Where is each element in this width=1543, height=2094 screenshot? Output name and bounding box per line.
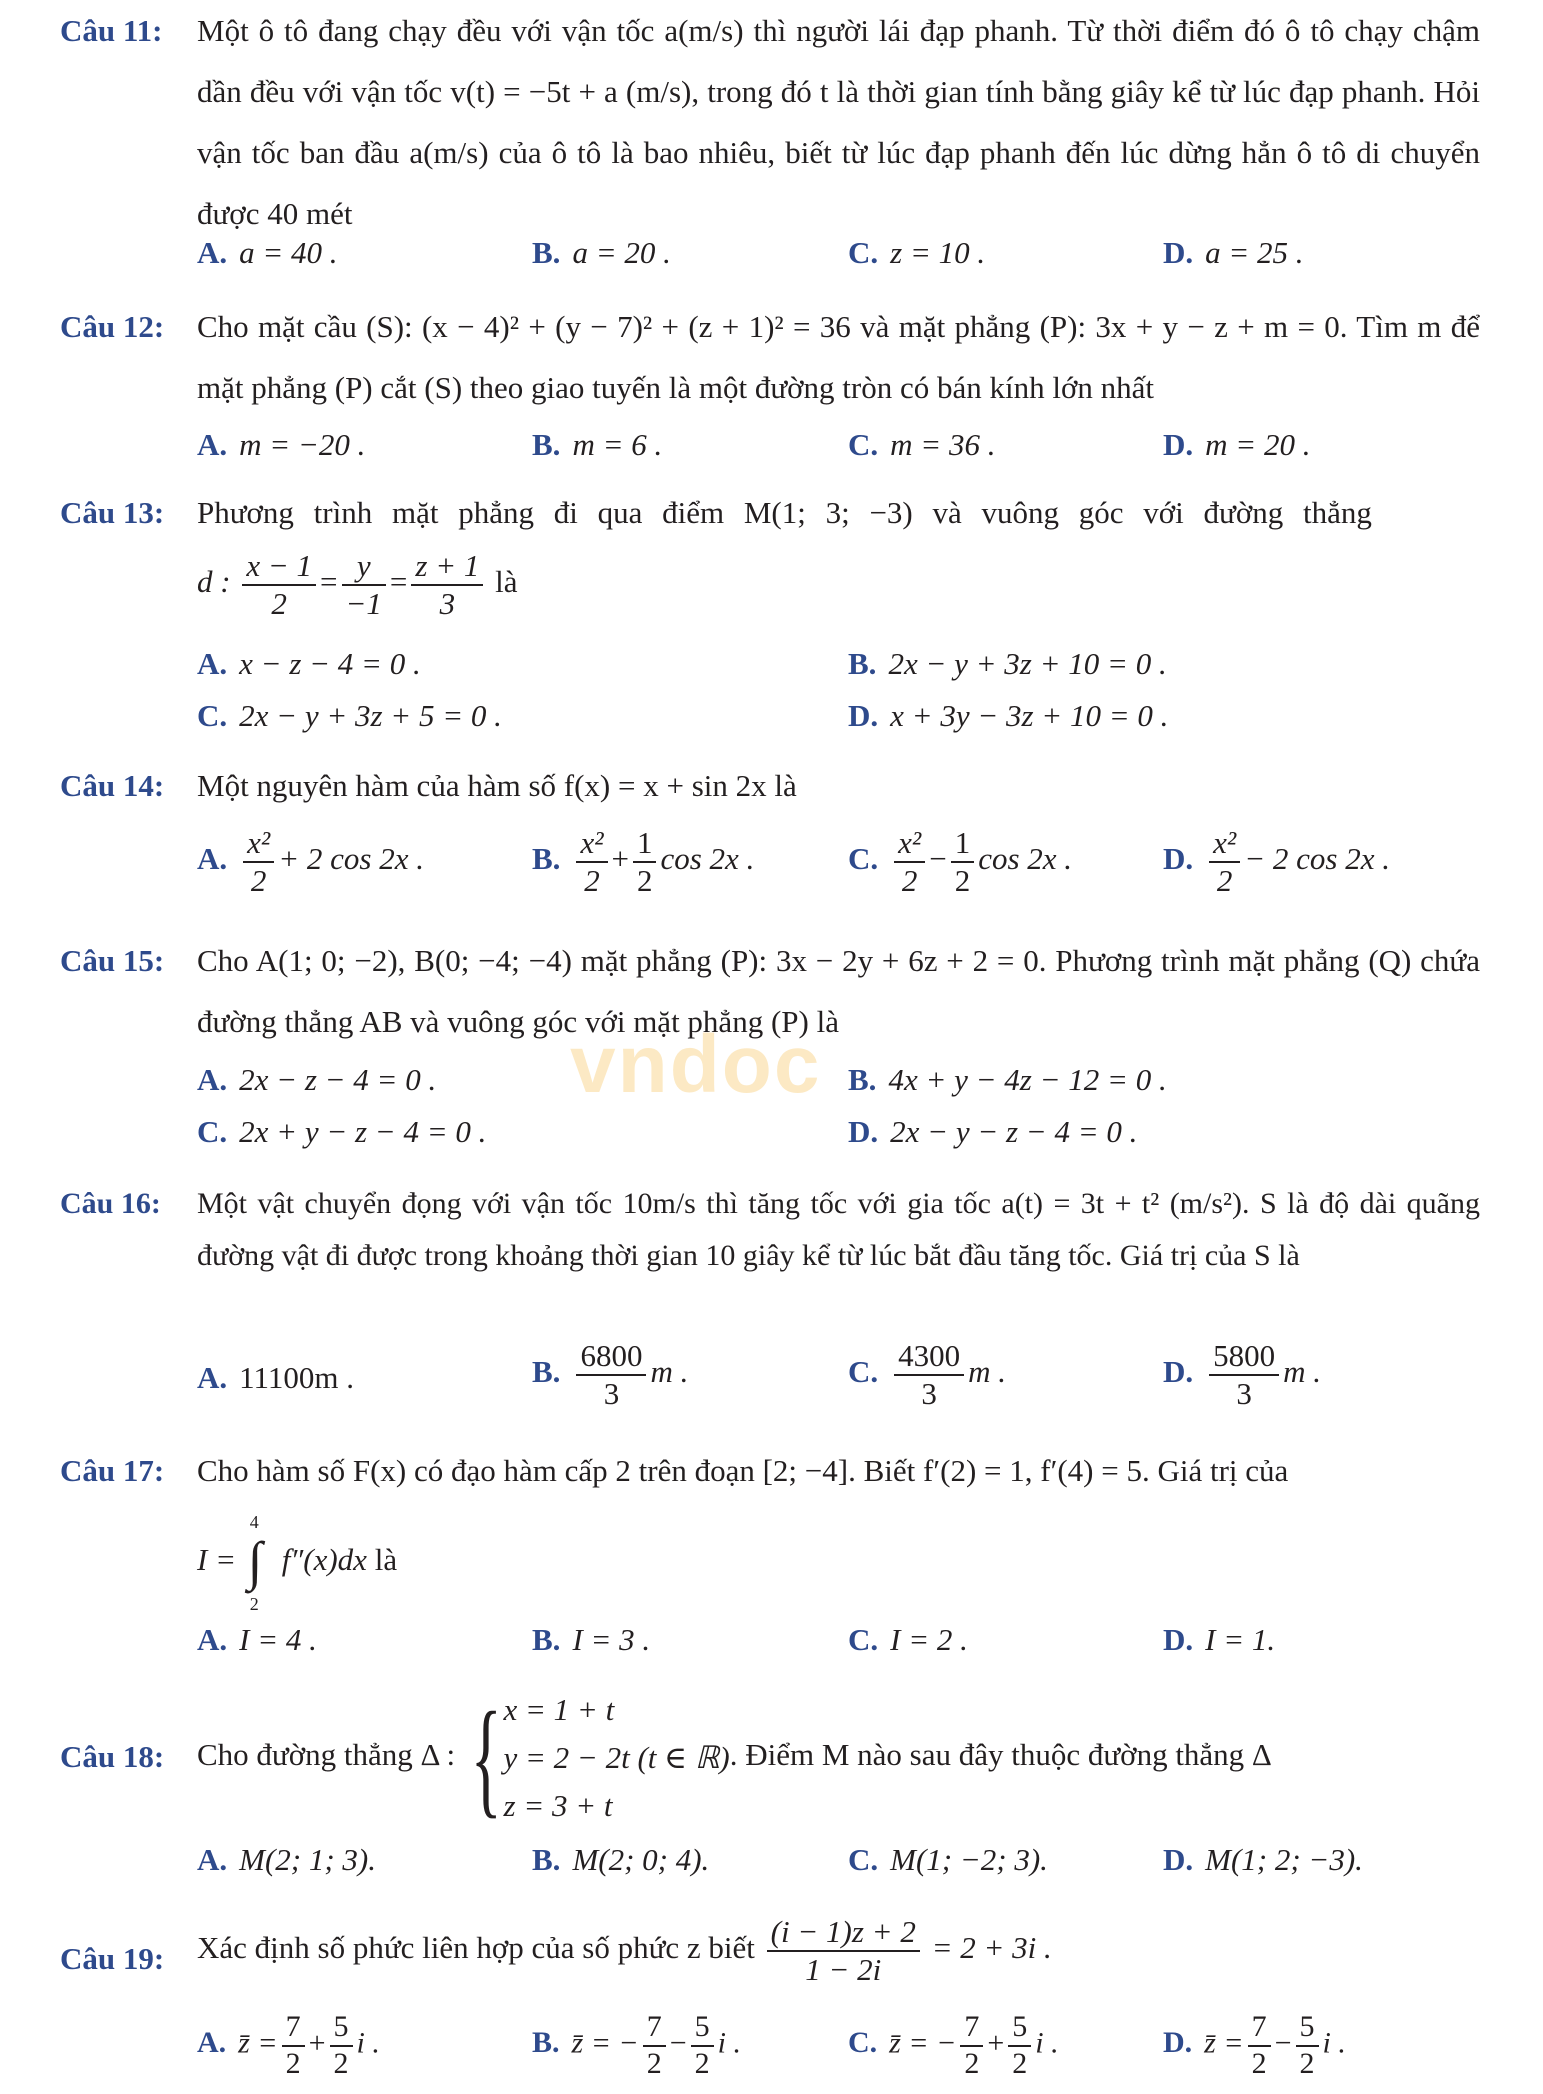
integral-suffix: là [374,1542,398,1577]
option-text: M(2; 0; 4). [572,1842,710,1877]
option-operator: − [929,840,947,876]
option-text: a = 25 . [1205,235,1304,270]
fraction-denominator: 2 [271,585,287,621]
question-suffix: . Điểm M nào sau đây thuộc đường thẳng Δ [729,1737,1272,1772]
option-a[interactable] [197,222,338,283]
watermark-logo: vndoc [570,1019,822,1110]
fraction [1296,2010,1319,2081]
fraction-denominator: 2 [285,2046,301,2080]
option-text: m . [968,1353,1007,1389]
option-letter: C. [848,840,879,876]
question-18 [60,1680,1480,1880]
option-letter: C. [848,1353,879,1389]
fraction-numerator: y [342,548,386,586]
system-row: y = 2 − 2t (t ∈ ℝ) [503,1739,730,1775]
fraction-denominator: 3 [439,585,456,621]
fraction-denominator: −1 [345,585,382,621]
option-b[interactable] [532,414,662,475]
integral-upper-limit: 4 [249,1511,259,1532]
option-letter: B. [848,646,877,681]
option-letter: A. [197,1622,228,1657]
system-brace: { [470,1685,502,1830]
option-text: i . [1322,2026,1346,2060]
question-text: Cho hàm số F(x) có đạo hàm cấp 2 trên đoạn [2; −4]. Biết f′(2) = 1, f′(4) = 5. Giá trị của [197,1453,1289,1488]
option-letter: B. [532,1353,561,1389]
option-a[interactable] [197,414,365,475]
fraction-numerator: 5 [691,2010,714,2047]
question-text: Phương trình mặt phẳng đi qua điểm M(1; 3; −3) và vuông góc với đường thẳng [197,495,1372,530]
option-b[interactable] [532,222,671,283]
option-letter: A. [197,2026,227,2060]
fraction [330,2010,353,2081]
option-text: i . [356,2026,380,2060]
option-text: x − z − 4 = 0 . [239,646,421,681]
option-letter: D. [1163,1842,1194,1877]
option-b[interactable] [532,1338,688,1411]
fraction-numerator: 1 [633,825,657,863]
question-text: Một nguyên hàm của hàm số f(x) = x + sin 2x là [197,768,797,803]
fraction-numerator: x − 1 [242,548,316,586]
option-text: 4x + y − 4z − 12 = 0 . [888,1062,1167,1097]
option-a[interactable] [197,1840,376,1880]
equation-suffix: là [495,563,518,599]
option-letter: D. [1163,1622,1194,1657]
equation-prefix: d : [197,563,231,599]
question-text: Một vật chuyển đọng với vận tốc 10m/s thì tăng tốc với gia tốc a(t) = 3t + t² (m/s²). S là độ dài quãng đường vật đi được trong khoảng thời gian 10 giây kể từ lúc bắt đầu tăng tốc. Giá trị của S là [197,1187,1480,1272]
option-text: m . [1283,1353,1322,1389]
option-letter: B. [532,840,561,876]
option-d[interactable] [1163,414,1310,475]
option-letter: D. [1163,840,1194,876]
option-operator: + [308,2026,326,2060]
option-letter: A. [197,235,228,270]
option-text: 2x − y − z − 4 = 0 . [890,1114,1138,1149]
fraction-denominator: 3 [603,1375,620,1411]
option-c[interactable] [848,825,1072,898]
question-text: Cho A(1; 0; −2), B(0; −4; −4) mặt phẳng (P): 3x − 2y + 6z + 2 = 0. Phương trình mặt phẳng (Q) chứa đường thẳng AB và vuông góc với mặt phẳng (P) là [197,943,1480,1039]
question-label: Câu 19: [60,1941,165,1976]
question-label: Câu 18: [60,1739,165,1774]
option-text: cos 2x . [660,840,755,876]
option-letter: A. [197,427,228,462]
fraction [1209,1338,1279,1411]
option-letter: D. [1163,235,1194,270]
option-c[interactable] [848,1840,1048,1880]
option-text: I = 2 . [890,1622,968,1657]
fraction [1248,2010,1271,2081]
fraction-denominator: 2 [1216,862,1233,898]
question-text: Một ô tô đang chạy đều với vận tốc a(m/s) thì người lái đạp phanh. Từ thời điểm đó ô tô chạy chậm dần đều với vận tốc v(t) = −5t + a (m/s), trong đó t là thời gian tính bằng giây kể từ lúc đạp phanh. Hỏi vận tốc ban đầu a(m/s) của ô tô là bao nhiêu, biết từ lúc đạp phanh đến lúc dừng hẳn ô tô di chuyển được 40 mét [197,13,1480,231]
option-b[interactable] [532,1840,709,1880]
fraction-numerator: x² [576,825,607,863]
fraction-numerator: 5 [1296,2010,1319,2047]
option-letter: C. [848,2026,878,2060]
system-row: x = 1 + t [503,1691,615,1727]
option-a[interactable] [197,1358,354,1398]
fraction-numerator: 7 [282,2010,305,2047]
option-letter: D. [1163,2026,1193,2060]
option-b[interactable] [848,644,1167,684]
integral-sign [244,1513,278,1613]
system-row: z = 3 + t [503,1787,613,1823]
option-text: M(1; 2; −3). [1205,1842,1363,1877]
integral-symbol: ∫ [247,1530,263,1591]
option-text: m = −20 . [239,427,366,462]
question-label: Câu 11: [60,13,163,48]
option-letter: D. [1163,427,1194,462]
option-letter: D. [848,1114,879,1149]
integral-lower-limit: 2 [249,1593,259,1614]
fraction-numerator: 5800 [1209,1338,1279,1376]
fraction-denominator: 1 − 2i [805,1951,882,1987]
fraction-denominator: 2 [1012,2046,1028,2080]
option-letter: A. [197,646,228,681]
option-letter: C. [848,235,879,270]
fraction-denominator: 3 [921,1375,937,1411]
fraction [951,825,975,898]
fraction-numerator: 7 [960,2010,983,2047]
question-17 [60,1440,1480,1680]
option-text: − 2 cos 2x . [1244,840,1390,876]
option-a[interactable] [197,2010,380,2081]
option-b[interactable] [532,1620,650,1660]
question-19 [60,1914,1480,2094]
option-b[interactable] [848,1060,1167,1100]
fraction-denominator: 3 [1236,1375,1252,1411]
option-c[interactable] [848,1620,968,1660]
option-letter: B. [532,1842,561,1877]
fraction-denominator: 2 [646,2046,662,2080]
fraction-denominator: 2 [636,862,653,898]
fraction [576,825,607,898]
question-text: Cho mặt cầu (S): (x − 4)² + (y − 7)² + (z + 1)² = 36 và mặt phẳng (P): 3x + y − z + m = 0. Tìm m để mặt phẳng (P) cắt (S) theo giao tuyến là một đường tròn có bán kính lớn nhất [197,309,1480,405]
option-text: m . [650,1353,689,1389]
integral-expression [197,1510,1480,1613]
option-operator: + [611,840,629,876]
fraction [242,548,316,621]
question-prefix: Xác định số phức liên hợp của số phức z biết [197,1929,755,1965]
option-letter: C. [848,427,879,462]
line-equation: d : $\frac{x - 1}{2}$ = $\frac{y}{-1}$ = $\frac{z + 1}{3}$ là [197,548,518,621]
question-text [197,1914,1480,1987]
option-operator: + [987,2026,1005,2060]
fraction [1008,2010,1031,2081]
option-text: m = 6 . [572,427,663,462]
fraction [643,2010,666,2081]
option-letter: A. [197,1360,228,1395]
question-label: Câu 16: [60,1187,161,1220]
option-text: 2x + y − z − 4 = 0 . [239,1114,487,1149]
option-b[interactable] [532,825,754,898]
fraction-numerator: x² [1209,825,1240,863]
fraction-denominator: 2 [333,2046,349,2080]
option-d[interactable] [848,696,1168,736]
question-13 [60,482,1480,742]
option-text: + 2 cos 2x . [278,840,424,876]
fraction [767,1914,920,1987]
question-label: Câu 14: [60,768,165,803]
option-letter: A. [197,1062,228,1097]
fraction-numerator: 5 [330,2010,353,2047]
fraction-numerator: z + 1 [411,548,483,586]
question-prefix: Cho đường thẳng Δ : [197,1737,456,1772]
option-a[interactable] [197,825,424,898]
fraction-denominator: 2 [584,862,600,898]
fraction [1209,825,1240,898]
option-text: M(2; 1; 3). [239,1842,377,1877]
option-text: I = 3 . [572,1622,651,1657]
option-d[interactable] [1163,2010,1346,2081]
option-text: I = 1. [1205,1622,1276,1657]
option-text: 2x − z − 4 = 0 . [239,1062,437,1097]
option-letter: D. [848,698,879,733]
fraction-numerator: 5 [1008,2010,1031,2047]
option-text: i . [717,2026,741,2060]
option-letter: B. [532,235,561,270]
fraction [243,825,274,898]
fraction-denominator: 2 [964,2046,980,2080]
option-d[interactable] [1163,222,1304,283]
option-text: M(1; −2; 3). [890,1842,1048,1877]
option-letter: D. [1163,1353,1194,1389]
question-11 [60,0,1480,270]
fraction-numerator: 1 [951,825,975,863]
question-12 [60,296,1480,476]
option-d[interactable] [1163,1338,1321,1411]
fraction [633,825,657,898]
option-d[interactable] [848,1112,1137,1152]
fraction-denominator: 2 [1299,2046,1315,2080]
fraction [411,548,483,621]
option-lhs: z̄ = [238,2026,278,2060]
option-d[interactable] [1163,825,1390,898]
option-lhs: z̄ = − [889,2026,957,2060]
option-d[interactable] [1163,1620,1275,1660]
fraction-denominator: 2 [954,862,971,898]
option-c[interactable] [848,222,985,283]
integral-body: f″(x)dx [281,1542,367,1577]
option-letter: C. [197,698,228,733]
option-text: i . [1035,2026,1059,2060]
option-letter: B. [532,1622,561,1657]
option-text: 2x − y + 3z + 5 = 0 . [239,698,502,733]
question-label: Câu 15: [60,943,165,978]
option-letter: A. [197,840,228,876]
option-text: x + 3y − 3z + 10 = 0 . [890,698,1169,733]
option-a[interactable] [197,1620,317,1660]
option-letter: B. [532,427,561,462]
option-text: I = 4 . [239,1622,317,1657]
fraction-numerator: x² [894,825,925,863]
fraction [342,548,386,621]
fraction-numerator: x² [243,825,274,863]
option-text: 11100m . [239,1360,354,1395]
option-c[interactable] [197,696,502,736]
option-letter: B. [848,1062,877,1097]
fraction-numerator: 4300 [894,1338,964,1376]
option-operator: − [669,2026,687,2060]
fraction-denominator: 2 [250,862,267,898]
fraction-denominator: 2 [1251,2046,1267,2080]
option-letter: C. [848,1842,879,1877]
option-lhs: z̄ = [1204,2026,1244,2060]
option-letter: C. [197,1114,228,1149]
fraction-numerator: 6800 [576,1338,646,1376]
option-text: a = 40 . [239,235,338,270]
fraction-numerator: 7 [643,2010,666,2047]
option-operator: − [1274,2026,1292,2060]
question-suffix: = 2 + 3i . [931,1929,1052,1965]
option-b[interactable] [532,2010,741,2081]
fraction [576,1338,646,1411]
option-text: m = 36 . [890,427,996,462]
question-text [197,1680,1480,1830]
option-text: cos 2x . [978,840,1073,876]
option-letter: C. [848,1622,879,1657]
question-16 [60,1178,1480,1438]
option-d[interactable] [1163,1840,1363,1880]
fraction [894,1338,964,1411]
question-label: Câu 17: [60,1453,165,1488]
option-letter: B. [532,2026,560,2060]
option-text: 2x − y + 3z + 10 = 0 . [888,646,1167,681]
fraction [960,2010,983,2081]
option-lhs: z̄ = − [571,2026,639,2060]
option-text: a = 20 . [572,235,671,270]
integral-prefix: I = [197,1542,236,1577]
fraction [282,2010,305,2081]
option-c[interactable] [848,2010,1059,2081]
question-14 [60,755,1480,925]
equation-system [504,1686,730,1830]
fraction-denominator: 2 [901,862,918,898]
option-text: m = 20 . [1205,427,1311,462]
option-c[interactable] [848,1338,1006,1411]
question-label: Câu 13: [60,495,165,530]
option-letter: A. [197,1842,228,1877]
question-15 [60,930,1480,1170]
option-a[interactable] [197,644,421,684]
option-a[interactable] [197,1060,436,1100]
option-c[interactable] [197,1112,486,1152]
question-label: Câu 12: [60,309,165,344]
option-text: z = 10 . [890,235,986,270]
option-c[interactable] [848,414,995,475]
fraction-denominator: 2 [694,2046,710,2080]
fraction-numerator: 7 [1248,2010,1271,2047]
fraction [894,825,925,898]
fraction-numerator: (i − 1)z + 2 [767,1914,920,1952]
fraction [691,2010,714,2081]
